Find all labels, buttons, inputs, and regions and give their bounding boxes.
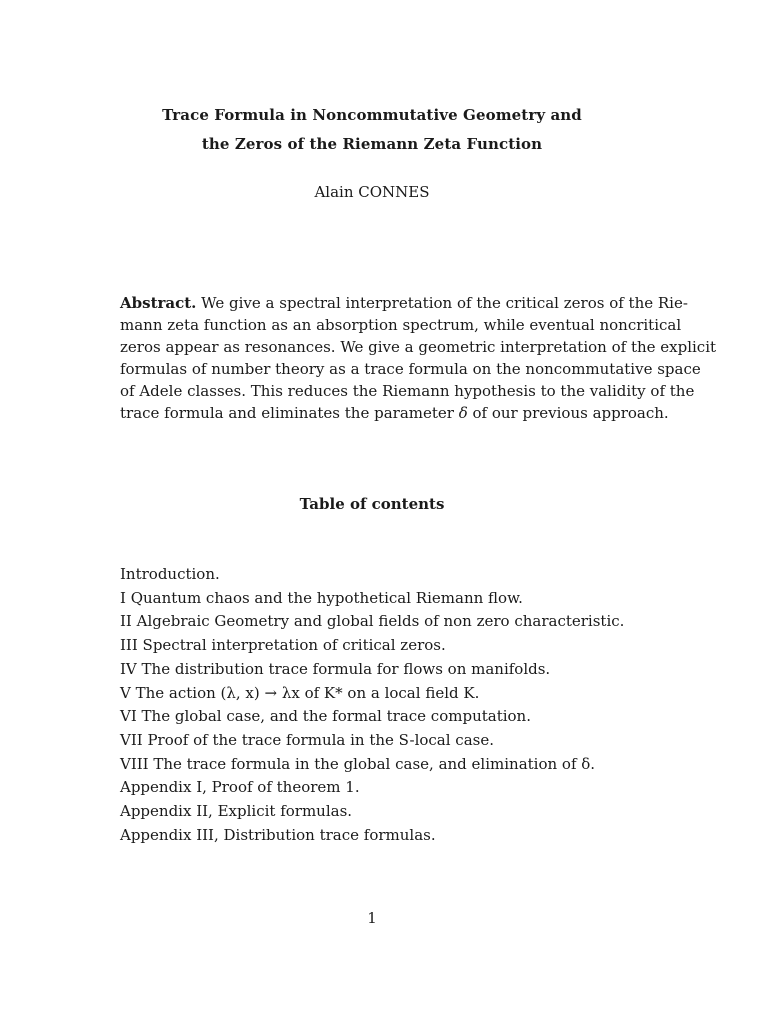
toc-item-section-5: V The action (λ, x) → λx of K* on a local field K. <box>120 683 480 702</box>
toc-item-introduction: Introduction. <box>120 565 220 583</box>
paper-title-line-1: Trace Formula in Noncommutative Geometry and <box>162 106 582 124</box>
toc-item-appendix-1: Appendix I, Proof of theorem 1. <box>120 778 360 797</box>
toc-heading: Table of contents <box>299 495 445 513</box>
toc-item-section-8: VIII The trace formula in the global case, and elimination of δ. <box>120 754 596 773</box>
toc-item-appendix-3: Appendix III, Distribution trace formulas. <box>120 825 436 844</box>
toc-item-section-3: III Spectral interpretation of critical zeros. <box>120 636 446 655</box>
toc-item-section-6: VI The global case, and the formal trace computation. <box>120 707 531 726</box>
toc-item-section-7: VII Proof of the trace formula in the S-local case. <box>120 730 494 749</box>
abstract-line <box>120 402 669 424</box>
abstract-line: formulas of number theory as a trace formula on the noncommutative space <box>120 360 701 378</box>
toc-item-section-2: II Algebraic Geometry and global fields of non zero characteristic. <box>120 612 625 631</box>
abstract-text: We give a spectral interpretation of the critical zeros of the Rie- <box>196 294 688 312</box>
toc-item-section-1: I Quantum chaos and the hypothetical Riemann flow. <box>120 588 523 607</box>
toc-item-appendix-2: Appendix II, Explicit formulas. <box>120 802 353 821</box>
abstract-line <box>120 292 688 314</box>
page-number: 1 <box>367 909 377 927</box>
abstract-line: zeros appear as resonances. We give a geometric interpretation of the explicit <box>120 338 717 356</box>
abstract-line: mann zeta function as an absorption spectrum, while eventual noncritical <box>120 316 682 334</box>
abstract-text: trace formula and eliminates the parameter <box>120 404 459 422</box>
table-of-contents <box>120 563 680 847</box>
abstract-text: of our previous approach. <box>467 404 669 422</box>
abstract-line: of Adele classes. This reduces the Riemann hypothesis to the validity of the <box>120 382 695 400</box>
delta-symbol: δ <box>458 404 468 422</box>
abstract-label: Abstract. <box>120 294 197 312</box>
abstract <box>120 292 717 424</box>
author: Alain CONNES <box>314 183 430 201</box>
paper-title-line-2: the Zeros of the Riemann Zeta Function <box>201 135 543 153</box>
toc-item-section-4: IV The distribution trace formula for flows on manifolds. <box>120 659 551 678</box>
